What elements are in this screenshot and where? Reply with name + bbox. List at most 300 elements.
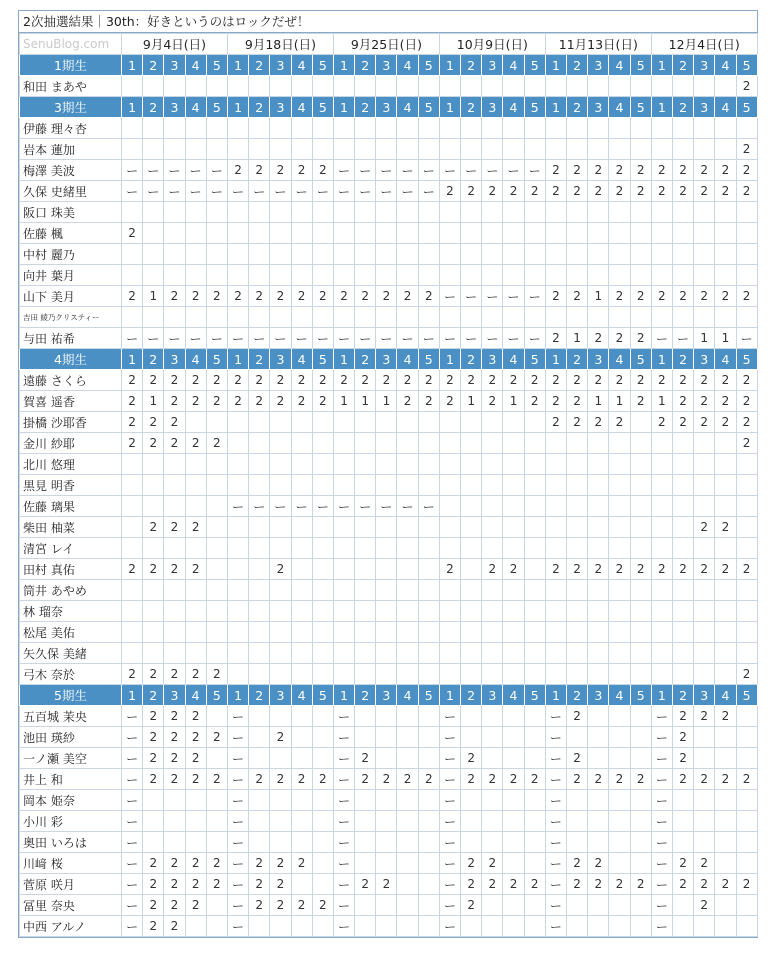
result-cell — [206, 580, 227, 601]
result-cell — [164, 538, 185, 559]
result-cell — [164, 454, 185, 475]
result-cell — [545, 454, 566, 475]
result-cell — [397, 706, 418, 727]
result-cell: ー — [333, 496, 354, 517]
result-cell — [185, 76, 206, 97]
slot-number: 4 — [715, 97, 736, 118]
slot-number: 3 — [482, 97, 503, 118]
result-cell — [736, 202, 757, 223]
result-cell — [376, 307, 397, 328]
result-cell: 2 — [503, 874, 524, 895]
result-cell — [312, 916, 333, 937]
result-cell: 2 — [545, 181, 566, 202]
result-cell — [545, 496, 566, 517]
result-cell: 2 — [630, 370, 651, 391]
result-cell: ー — [227, 874, 248, 895]
result-cell — [312, 433, 333, 454]
result-cell — [291, 139, 312, 160]
slot-number: 5 — [736, 97, 757, 118]
result-cell — [418, 517, 439, 538]
result-cell — [588, 202, 609, 223]
result-cell: 2 — [291, 895, 312, 916]
result-cell — [291, 790, 312, 811]
member-name: 山下 美月 — [20, 286, 122, 307]
result-cell — [249, 412, 270, 433]
result-cell: ー — [333, 160, 354, 181]
result-cell: ー — [651, 832, 672, 853]
result-cell: 2 — [355, 769, 376, 790]
result-cell: 2 — [418, 370, 439, 391]
slot-number: 3 — [588, 55, 609, 76]
result-cell — [355, 916, 376, 937]
lottery-results-sheet — [18, 10, 758, 938]
result-cell — [418, 874, 439, 895]
result-cell — [164, 790, 185, 811]
result-cell — [439, 538, 460, 559]
result-cell: 2 — [164, 412, 185, 433]
result-cell — [672, 643, 693, 664]
result-cell — [609, 538, 630, 559]
result-cell: ー — [397, 160, 418, 181]
result-cell — [609, 643, 630, 664]
result-cell — [482, 454, 503, 475]
result-cell: ー — [270, 496, 291, 517]
result-cell — [418, 307, 439, 328]
member-name: 掛橋 沙耶香 — [20, 412, 122, 433]
result-cell — [524, 244, 545, 265]
result-cell — [376, 853, 397, 874]
result-cell: 2 — [736, 76, 757, 97]
result-cell: 2 — [672, 727, 693, 748]
result-cell — [291, 664, 312, 685]
result-cell — [185, 139, 206, 160]
result-cell: 2 — [122, 559, 143, 580]
member-name: 吉田 綾乃クリスティー — [20, 307, 122, 328]
result-cell — [461, 76, 482, 97]
result-cell: ー — [185, 328, 206, 349]
result-cell: 2 — [715, 391, 736, 412]
slot-number: 1 — [333, 349, 354, 370]
member-name: 川﨑 桜 — [20, 853, 122, 874]
result-cell — [524, 664, 545, 685]
result-cell: ー — [227, 748, 248, 769]
result-cell — [609, 76, 630, 97]
result-cell — [418, 265, 439, 286]
result-cell — [482, 811, 503, 832]
result-cell: 2 — [630, 160, 651, 181]
result-cell: 2 — [482, 181, 503, 202]
result-cell: 1 — [461, 391, 482, 412]
result-cell: ー — [291, 328, 312, 349]
result-cell — [376, 76, 397, 97]
result-cell — [461, 601, 482, 622]
result-cell: ー — [651, 916, 672, 937]
result-cell — [143, 811, 164, 832]
result-cell — [122, 454, 143, 475]
result-cell: ー — [439, 853, 460, 874]
result-cell — [588, 580, 609, 601]
slot-number: 4 — [397, 55, 418, 76]
result-cell — [439, 223, 460, 244]
result-cell: ー — [122, 160, 143, 181]
result-cell: 2 — [418, 391, 439, 412]
result-cell — [503, 76, 524, 97]
result-cell — [164, 223, 185, 244]
result-cell — [206, 223, 227, 244]
result-cell: 2 — [164, 769, 185, 790]
result-cell: 2 — [651, 286, 672, 307]
result-cell — [227, 475, 248, 496]
result-cell: 2 — [185, 706, 206, 727]
result-cell — [567, 517, 588, 538]
result-cell — [503, 265, 524, 286]
result-cell — [206, 643, 227, 664]
result-cell — [609, 832, 630, 853]
result-cell — [164, 202, 185, 223]
result-cell — [524, 853, 545, 874]
result-cell — [249, 517, 270, 538]
result-cell — [672, 895, 693, 916]
result-cell: 2 — [715, 769, 736, 790]
result-cell — [376, 706, 397, 727]
result-cell — [397, 76, 418, 97]
result-cell — [694, 223, 715, 244]
result-cell: ー — [524, 160, 545, 181]
result-cell: 2 — [227, 391, 248, 412]
result-cell — [122, 643, 143, 664]
result-cell — [122, 538, 143, 559]
member-row — [20, 769, 758, 790]
result-cell — [333, 76, 354, 97]
result-cell: ー — [545, 706, 566, 727]
result-cell: 2 — [418, 769, 439, 790]
result-cell: 2 — [609, 181, 630, 202]
result-cell: 2 — [630, 328, 651, 349]
result-cell — [270, 223, 291, 244]
result-cell — [588, 223, 609, 244]
result-cell — [397, 853, 418, 874]
result-cell — [567, 76, 588, 97]
result-cell: 2 — [715, 706, 736, 727]
result-cell — [333, 454, 354, 475]
result-cell — [291, 811, 312, 832]
result-cell — [651, 664, 672, 685]
result-cell — [185, 832, 206, 853]
slot-number: 2 — [143, 55, 164, 76]
result-cell — [333, 265, 354, 286]
result-cell: 2 — [206, 391, 227, 412]
result-cell — [461, 727, 482, 748]
member-name: 五百城 茉央 — [20, 706, 122, 727]
result-cell: 2 — [694, 370, 715, 391]
result-cell — [715, 307, 736, 328]
slot-number: 4 — [609, 349, 630, 370]
result-cell: ー — [122, 181, 143, 202]
result-cell: 2 — [503, 370, 524, 391]
result-cell — [609, 475, 630, 496]
slot-number: 1 — [545, 97, 566, 118]
result-cell: 2 — [588, 769, 609, 790]
result-cell — [672, 223, 693, 244]
result-cell — [524, 895, 545, 916]
result-cell: 2 — [376, 286, 397, 307]
result-cell — [164, 265, 185, 286]
result-cell — [482, 580, 503, 601]
result-cell: 2 — [545, 160, 566, 181]
result-cell: 2 — [164, 916, 185, 937]
result-cell — [376, 517, 397, 538]
slot-number: 5 — [206, 55, 227, 76]
result-cell: 2 — [164, 370, 185, 391]
result-cell: 2 — [588, 412, 609, 433]
result-cell: 2 — [164, 853, 185, 874]
result-cell — [461, 916, 482, 937]
result-cell: 2 — [609, 769, 630, 790]
result-cell — [524, 559, 545, 580]
result-cell — [588, 433, 609, 454]
result-cell — [185, 202, 206, 223]
result-cell — [588, 622, 609, 643]
result-cell: 2 — [672, 748, 693, 769]
result-cell: ー — [439, 706, 460, 727]
result-cell — [694, 811, 715, 832]
result-cell — [503, 622, 524, 643]
result-cell: ー — [270, 328, 291, 349]
slot-number: 4 — [291, 349, 312, 370]
result-cell: ー — [482, 328, 503, 349]
result-cell — [143, 244, 164, 265]
result-cell: ー — [122, 328, 143, 349]
result-cell — [672, 517, 693, 538]
result-cell — [715, 643, 736, 664]
result-cell: ー — [397, 181, 418, 202]
result-cell — [270, 433, 291, 454]
result-cell — [609, 895, 630, 916]
result-cell — [164, 496, 185, 517]
result-cell: ー — [439, 727, 460, 748]
result-cell: 2 — [736, 433, 757, 454]
result-cell — [694, 265, 715, 286]
result-cell: ー — [143, 328, 164, 349]
member-row — [20, 811, 758, 832]
result-cell — [333, 643, 354, 664]
result-cell: 2 — [482, 370, 503, 391]
slot-number: 1 — [651, 349, 672, 370]
result-cell — [630, 475, 651, 496]
generation-label: 3期生 — [20, 97, 122, 118]
result-cell — [397, 139, 418, 160]
result-cell — [439, 265, 460, 286]
result-cell — [291, 454, 312, 475]
result-cell: ー — [651, 328, 672, 349]
result-cell — [418, 139, 439, 160]
result-cell — [206, 139, 227, 160]
slot-number: 2 — [461, 349, 482, 370]
result-cell — [249, 748, 270, 769]
result-cell — [143, 643, 164, 664]
result-cell: 2 — [461, 895, 482, 916]
slot-number: 4 — [397, 349, 418, 370]
result-cell — [206, 307, 227, 328]
result-cell — [524, 454, 545, 475]
result-cell — [227, 307, 248, 328]
result-cell — [439, 76, 460, 97]
slot-number: 2 — [567, 55, 588, 76]
result-cell: 2 — [482, 874, 503, 895]
member-name: 奥田 いろは — [20, 832, 122, 853]
result-cell: 2 — [270, 727, 291, 748]
result-cell: ー — [122, 790, 143, 811]
result-cell: 2 — [672, 706, 693, 727]
result-cell — [206, 601, 227, 622]
result-cell: 2 — [185, 370, 206, 391]
result-cell — [355, 433, 376, 454]
slot-number: 3 — [376, 685, 397, 706]
result-cell — [355, 895, 376, 916]
result-cell — [588, 454, 609, 475]
result-cell — [503, 643, 524, 664]
result-cell — [503, 223, 524, 244]
result-cell — [227, 664, 248, 685]
result-cell — [609, 223, 630, 244]
result-cell: 2 — [567, 370, 588, 391]
result-cell — [567, 790, 588, 811]
result-cell — [482, 643, 503, 664]
result-cell: 2 — [164, 706, 185, 727]
result-cell: 2 — [609, 874, 630, 895]
result-cell — [736, 748, 757, 769]
result-cell — [630, 517, 651, 538]
result-cell — [588, 832, 609, 853]
result-cell: 2 — [164, 433, 185, 454]
slot-number: 5 — [736, 685, 757, 706]
result-cell — [439, 454, 460, 475]
result-cell: 2 — [588, 328, 609, 349]
slot-number: 5 — [524, 349, 545, 370]
result-cell — [333, 244, 354, 265]
result-cell — [333, 580, 354, 601]
result-cell — [270, 265, 291, 286]
result-cell: 2 — [524, 769, 545, 790]
result-cell: 2 — [715, 160, 736, 181]
result-cell — [672, 580, 693, 601]
result-cell: ー — [122, 832, 143, 853]
result-cell — [291, 601, 312, 622]
member-name: 清宮 レイ — [20, 538, 122, 559]
result-cell — [545, 538, 566, 559]
result-cell — [524, 706, 545, 727]
result-cell: 2 — [164, 517, 185, 538]
result-cell: ー — [249, 328, 270, 349]
result-cell — [227, 118, 248, 139]
result-cell — [609, 853, 630, 874]
result-cell — [672, 916, 693, 937]
result-cell: 2 — [397, 286, 418, 307]
result-cell — [736, 643, 757, 664]
member-name: 池田 瑛紗 — [20, 727, 122, 748]
result-cell — [291, 223, 312, 244]
slot-number: 3 — [164, 55, 185, 76]
result-cell: 2 — [609, 328, 630, 349]
slot-number: 4 — [397, 685, 418, 706]
result-cell — [609, 517, 630, 538]
result-cell — [376, 895, 397, 916]
result-cell — [355, 643, 376, 664]
result-cell — [122, 118, 143, 139]
result-cell: 2 — [524, 391, 545, 412]
result-cell — [630, 811, 651, 832]
result-cell — [588, 517, 609, 538]
slot-number: 1 — [439, 685, 460, 706]
result-cell — [418, 118, 439, 139]
result-cell — [545, 475, 566, 496]
result-cell — [333, 622, 354, 643]
result-cell: 2 — [355, 748, 376, 769]
result-cell: 2 — [672, 853, 693, 874]
result-cell — [567, 538, 588, 559]
sheet-title: 2次抽選結果｜30th：好きというのはロックだぜ！ — [19, 11, 757, 33]
slot-number: 3 — [588, 97, 609, 118]
result-cell — [503, 727, 524, 748]
result-cell — [249, 601, 270, 622]
result-cell — [545, 139, 566, 160]
slot-number: 2 — [355, 685, 376, 706]
slot-number: 3 — [376, 97, 397, 118]
result-cell: 2 — [439, 559, 460, 580]
result-cell — [439, 139, 460, 160]
result-cell — [376, 832, 397, 853]
result-cell — [545, 223, 566, 244]
result-cell — [143, 580, 164, 601]
slot-number: 4 — [715, 349, 736, 370]
result-cell — [630, 832, 651, 853]
result-cell — [651, 265, 672, 286]
result-cell — [461, 223, 482, 244]
result-cell: ー — [439, 748, 460, 769]
result-cell: 2 — [185, 727, 206, 748]
result-cell — [418, 580, 439, 601]
result-cell: ー — [249, 496, 270, 517]
result-cell — [333, 475, 354, 496]
result-cell — [672, 496, 693, 517]
result-cell — [503, 748, 524, 769]
result-cell — [672, 202, 693, 223]
result-cell — [143, 118, 164, 139]
result-cell — [185, 475, 206, 496]
result-cell: ー — [164, 160, 185, 181]
result-cell — [206, 496, 227, 517]
result-cell — [376, 727, 397, 748]
slot-number: 5 — [312, 685, 333, 706]
result-cell — [439, 433, 460, 454]
result-cell: ー — [672, 328, 693, 349]
result-cell — [291, 874, 312, 895]
slot-number: 5 — [630, 97, 651, 118]
member-name: 和田 まあや — [20, 76, 122, 97]
result-cell: 2 — [249, 370, 270, 391]
result-cell — [227, 601, 248, 622]
result-cell — [206, 538, 227, 559]
result-cell — [694, 475, 715, 496]
result-cell — [503, 118, 524, 139]
result-cell: 2 — [672, 181, 693, 202]
slot-number: 3 — [376, 349, 397, 370]
result-cell: 2 — [672, 874, 693, 895]
slot-number: 2 — [461, 97, 482, 118]
result-cell: ー — [333, 706, 354, 727]
slot-number: 2 — [249, 97, 270, 118]
result-cell: 2 — [164, 559, 185, 580]
